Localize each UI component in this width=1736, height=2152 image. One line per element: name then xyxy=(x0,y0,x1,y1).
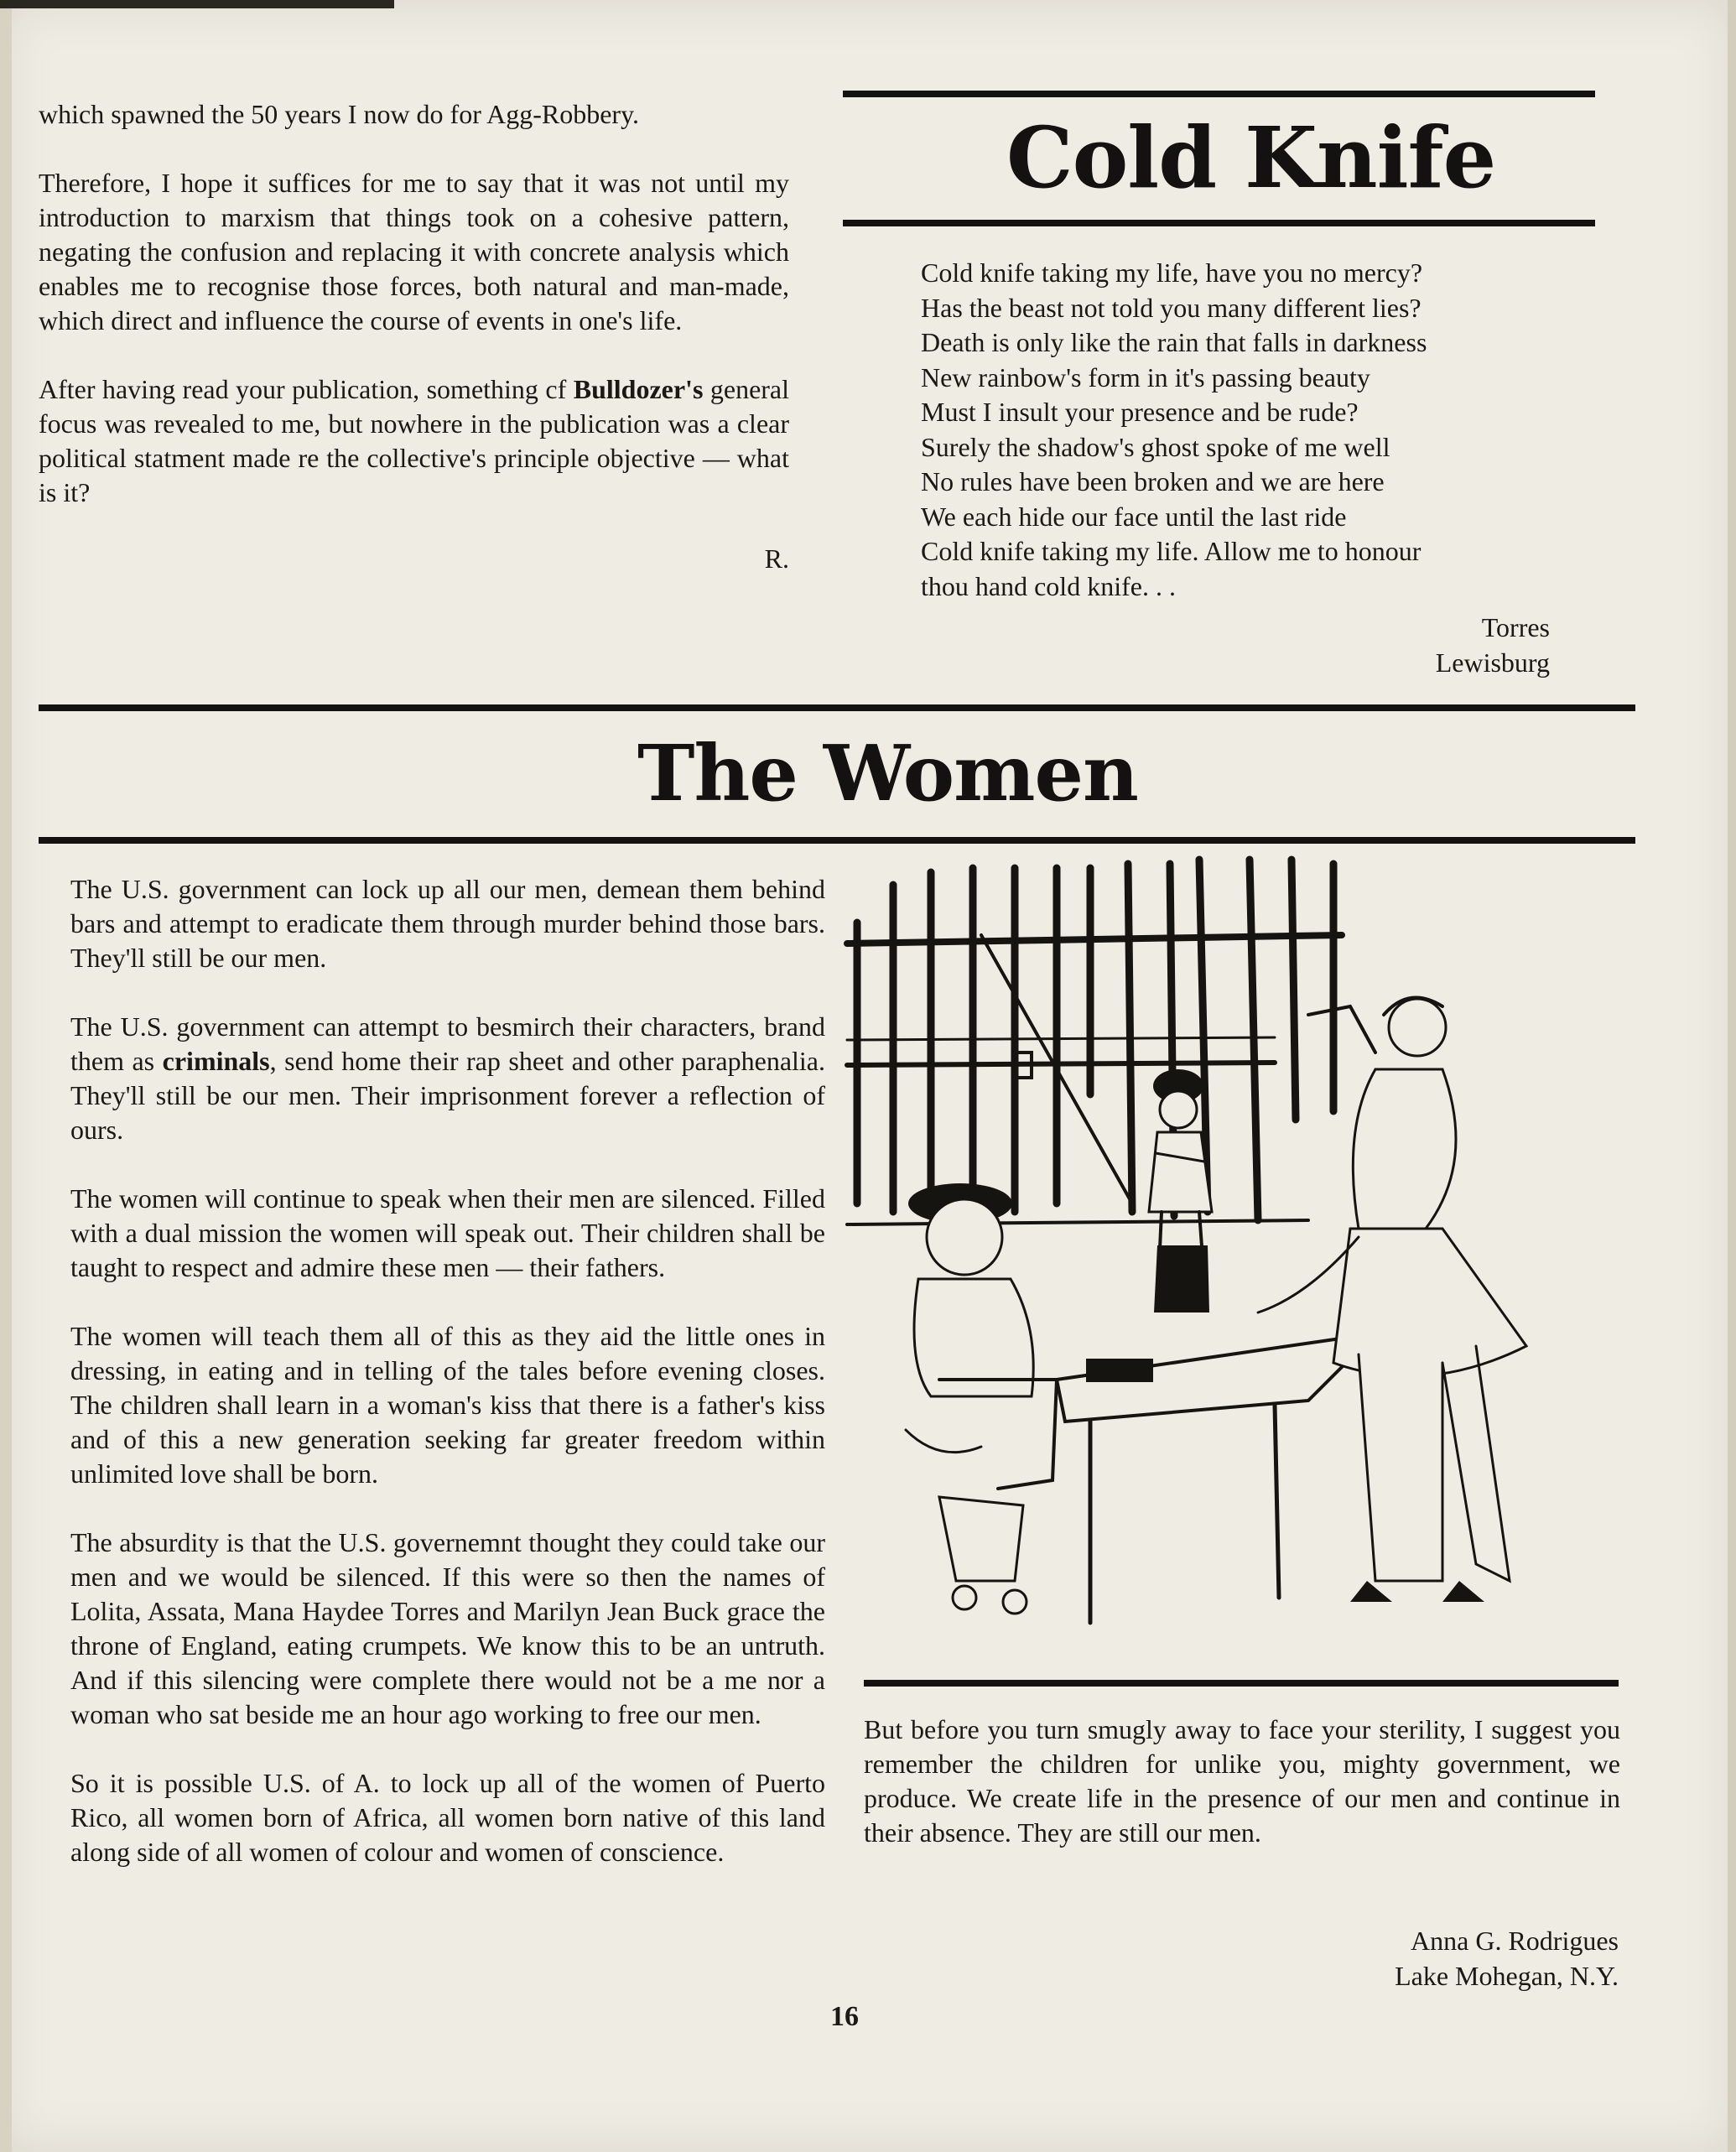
poem-line: thou hand cold knife. . . xyxy=(921,570,1176,601)
poem-line: Surely the shadow's ghost spoke of me well xyxy=(921,431,1390,462)
cold-knife-title: Cold Knife xyxy=(1006,108,1496,207)
poem-line: Cold knife taking my life. Allow me to honour xyxy=(921,536,1422,566)
letter-paragraph: After having read your publication, something cf Bulldozer's general focus was revealed to me, but nowhere in the publication was a clear political statment made re the collective's principle objective — what is it? xyxy=(39,374,790,507)
poem-line: Death is only like the rain that falls in darkness xyxy=(921,327,1427,357)
women-paragraph: The U.S. government can lock up all our men, demean them behind bars and attempt to eradicate them through murder behind those bars. They'll still be our men. xyxy=(70,874,825,973)
top-edge-strip xyxy=(0,0,394,8)
cold-knife-poem xyxy=(921,256,1583,604)
women-paragraph: The women will teach them all of this as they aid the little ones in dressing, in eating and in telling of the tales before evening closes. The children shall learn in a woman's kiss that there is a father's kiss and of this a new generation seeking far greater freedom within unlimited love shall be born. xyxy=(70,1321,825,1489)
poem-location: Lewisburg xyxy=(1435,647,1550,678)
page-edge-right xyxy=(1728,0,1736,2152)
page-edge-left xyxy=(0,0,12,2152)
letter-paragraph: Therefore, I hope it suffices for me to say that it was not until my introduction to marxism that things took on a cohesive pattern, negating the confusion and replacing it with concrete analysis which enables me to recognise those forces, both natural and man-made, which direct and influence the course of events in one's life. xyxy=(39,168,789,335)
page-number: 16 xyxy=(830,2001,859,2032)
women-ending-column xyxy=(864,1713,1620,1850)
poem-author: Torres xyxy=(1481,612,1550,642)
cold-knife-bottom-rule xyxy=(843,220,1595,226)
women-location: Lake Mohegan, N.Y. xyxy=(1395,1961,1619,1991)
cold-knife-top-rule xyxy=(843,91,1595,97)
women-paragraph: But before you turn smugly away to face your sterility, I suggest you remember the children for unlike you, mighty government, we produce. We create life in the presence of our men and continue in their absence. They are still our men. xyxy=(864,1714,1620,1848)
ending-top-rule xyxy=(864,1680,1619,1687)
poem-line: Must I insult your presence and be rude? xyxy=(921,397,1359,427)
poem-line: No rules have been broken and we are here xyxy=(921,466,1385,496)
women-author: Anna G. Rodrigues xyxy=(1411,1926,1619,1956)
letter-paragraph: which spawned the 50 years I now do for Agg-Robbery. xyxy=(39,99,639,129)
poem-line: New rainbow's form in it's passing beauty xyxy=(921,361,1370,392)
women-paragraph: The women will continue to speak when their men are silenced. Filled with a dual mission the women will speak out. Their children shall be taught to respect and admire these men — their fathers. xyxy=(70,1183,825,1282)
emphasized-word: criminals xyxy=(162,1046,270,1076)
poem-line: We each hide our face until the last ride xyxy=(921,501,1347,532)
poem-line: Cold knife taking my life, have you no mercy? xyxy=(921,257,1423,288)
women-title: The Women xyxy=(637,728,1138,819)
publication-name: Bulldozer's xyxy=(573,374,704,404)
women-column xyxy=(70,872,825,1869)
letter-signature: R. xyxy=(764,543,789,574)
women-top-rule xyxy=(39,704,1635,711)
women-paragraph: So it is possible U.S. of A. to lock up all of the women of Puerto Rico, all women born of Africa, all women born native of this land along side of all women of colour and women of conscience. xyxy=(70,1768,825,1867)
women-paragraph: The U.S. government can attempt to besmirch their characters, brand them as criminals, send home their rap sheet and other paraphenalia. They'll still be our men. Their imprisonment forever a reflection of ours. xyxy=(70,1011,826,1145)
prison-illustration xyxy=(839,843,1661,1677)
letter-column xyxy=(39,97,789,576)
poem-line: Has the beast not told you many different lies? xyxy=(921,292,1422,323)
women-paragraph: The absurdity is that the U.S. governemnt thought they could take our men and we would be silenced. If this were so then the names of Lolita, Assata, Mana Haydee Torres and Marilyn Jean Buck grace the throne of England, eating crumpets. We know this to be an untruth. And if this silencing were complete there would not be a me nor a woman who sat beside me an hour ago working to free our men. xyxy=(70,1527,825,1729)
